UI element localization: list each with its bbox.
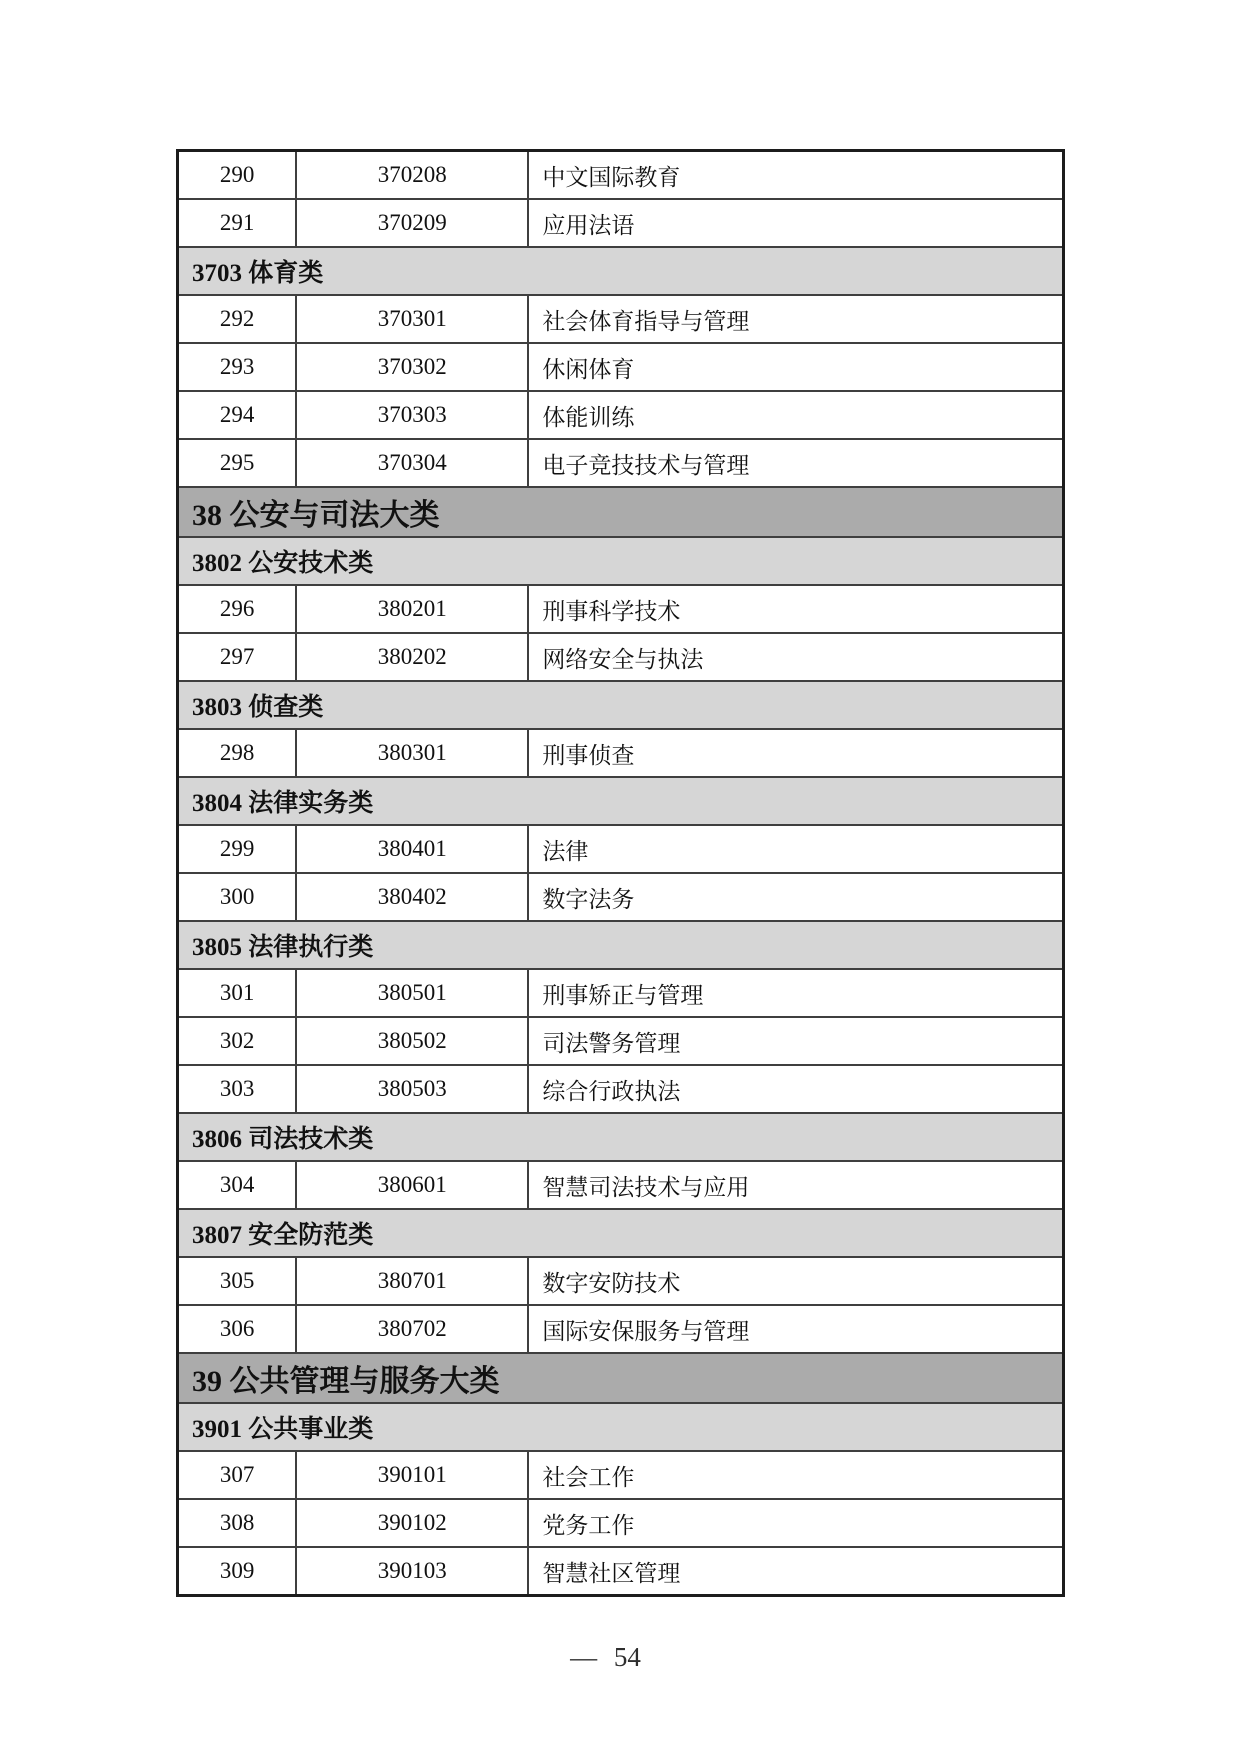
sub-category-header-row bbox=[178, 1113, 1064, 1161]
major-category-header-row bbox=[178, 1353, 1064, 1403]
row-name-cell: 休闲体育 bbox=[528, 343, 1063, 391]
row-seq-cell: 297 bbox=[178, 633, 297, 681]
table-row bbox=[178, 969, 1064, 1017]
category-header-cell: 3806 司法技术类 bbox=[178, 1113, 1064, 1161]
table-row bbox=[178, 585, 1064, 633]
row-name-cell: 电子竞技技术与管理 bbox=[528, 439, 1063, 487]
category-header-cell: 3802 公安技术类 bbox=[178, 537, 1064, 585]
row-name-cell: 综合行政执法 bbox=[528, 1065, 1063, 1113]
row-code-cell: 390102 bbox=[296, 1499, 528, 1547]
row-seq-cell: 294 bbox=[178, 391, 297, 439]
row-code-cell: 380503 bbox=[296, 1065, 528, 1113]
category-header-cell: 38 公安与司法大类 bbox=[178, 487, 1064, 537]
row-code-cell: 370302 bbox=[296, 343, 528, 391]
row-code-cell: 380201 bbox=[296, 585, 528, 633]
row-seq-cell: 307 bbox=[178, 1451, 297, 1499]
major-category-header-row bbox=[178, 487, 1064, 537]
page-number-text: — 54 bbox=[570, 1642, 641, 1672]
table-row bbox=[178, 1499, 1064, 1547]
table-row bbox=[178, 1161, 1064, 1209]
sub-category-header-row bbox=[178, 247, 1064, 295]
row-seq-cell: 303 bbox=[178, 1065, 297, 1113]
row-code-cell: 380402 bbox=[296, 873, 528, 921]
category-header-cell: 3807 安全防范类 bbox=[178, 1209, 1064, 1257]
row-name-cell: 智慧社区管理 bbox=[528, 1547, 1063, 1596]
row-code-cell: 380202 bbox=[296, 633, 528, 681]
row-name-cell: 应用法语 bbox=[528, 199, 1063, 247]
row-seq-cell: 299 bbox=[178, 825, 297, 873]
row-name-cell: 智慧司法技术与应用 bbox=[528, 1161, 1063, 1209]
category-header-cell: 3703 体育类 bbox=[178, 247, 1064, 295]
row-name-cell: 数字安防技术 bbox=[528, 1257, 1063, 1305]
category-header-cell: 3803 侦查类 bbox=[178, 681, 1064, 729]
table-row bbox=[178, 1451, 1064, 1499]
row-seq-cell: 304 bbox=[178, 1161, 297, 1209]
row-seq-cell: 291 bbox=[178, 199, 297, 247]
row-name-cell: 社会体育指导与管理 bbox=[528, 295, 1063, 343]
table-row bbox=[178, 1065, 1064, 1113]
sub-category-header-row bbox=[178, 921, 1064, 969]
row-code-cell: 380601 bbox=[296, 1161, 528, 1209]
row-code-cell: 370301 bbox=[296, 295, 528, 343]
row-seq-cell: 295 bbox=[178, 439, 297, 487]
table-row bbox=[178, 633, 1064, 681]
row-name-cell: 法律 bbox=[528, 825, 1063, 873]
table-row bbox=[178, 439, 1064, 487]
category-header-cell: 3804 法律实务类 bbox=[178, 777, 1064, 825]
table-row bbox=[178, 873, 1064, 921]
table-row bbox=[178, 151, 1064, 200]
row-code-cell: 390101 bbox=[296, 1451, 528, 1499]
row-code-cell: 390103 bbox=[296, 1547, 528, 1596]
row-seq-cell: 293 bbox=[178, 343, 297, 391]
row-seq-cell: 300 bbox=[178, 873, 297, 921]
table-row bbox=[178, 825, 1064, 873]
row-name-cell: 刑事矫正与管理 bbox=[528, 969, 1063, 1017]
category-header-cell: 3901 公共事业类 bbox=[178, 1403, 1064, 1451]
row-name-cell: 刑事科学技术 bbox=[528, 585, 1063, 633]
row-code-cell: 380401 bbox=[296, 825, 528, 873]
row-code-cell: 380501 bbox=[296, 969, 528, 1017]
category-header-cell: 39 公共管理与服务大类 bbox=[178, 1353, 1064, 1403]
table-row bbox=[178, 1257, 1064, 1305]
row-name-cell: 网络安全与执法 bbox=[528, 633, 1063, 681]
page-number bbox=[0, 1642, 1226, 1673]
row-code-cell: 370209 bbox=[296, 199, 528, 247]
row-name-cell: 数字法务 bbox=[528, 873, 1063, 921]
table-row bbox=[178, 729, 1064, 777]
sub-category-header-row bbox=[178, 1209, 1064, 1257]
sub-category-header-row bbox=[178, 1403, 1064, 1451]
row-seq-cell: 309 bbox=[178, 1547, 297, 1596]
sub-category-header-row bbox=[178, 777, 1064, 825]
row-code-cell: 380502 bbox=[296, 1017, 528, 1065]
table-row bbox=[178, 199, 1064, 247]
row-seq-cell: 298 bbox=[178, 729, 297, 777]
table-row bbox=[178, 1547, 1064, 1596]
row-code-cell: 370303 bbox=[296, 391, 528, 439]
row-seq-cell: 302 bbox=[178, 1017, 297, 1065]
row-code-cell: 370208 bbox=[296, 151, 528, 200]
row-name-cell: 司法警务管理 bbox=[528, 1017, 1063, 1065]
row-name-cell: 国际安保服务与管理 bbox=[528, 1305, 1063, 1353]
majors-code-table bbox=[176, 149, 1065, 1597]
row-seq-cell: 305 bbox=[178, 1257, 297, 1305]
row-name-cell: 体能训练 bbox=[528, 391, 1063, 439]
row-seq-cell: 306 bbox=[178, 1305, 297, 1353]
table-row bbox=[178, 295, 1064, 343]
row-name-cell: 刑事侦查 bbox=[528, 729, 1063, 777]
sub-category-header-row bbox=[178, 537, 1064, 585]
row-code-cell: 380702 bbox=[296, 1305, 528, 1353]
row-seq-cell: 290 bbox=[178, 151, 297, 200]
row-code-cell: 380701 bbox=[296, 1257, 528, 1305]
table-row bbox=[178, 1305, 1064, 1353]
row-name-cell: 党务工作 bbox=[528, 1499, 1063, 1547]
table-row bbox=[178, 343, 1064, 391]
row-name-cell: 中文国际教育 bbox=[528, 151, 1063, 200]
row-seq-cell: 296 bbox=[178, 585, 297, 633]
row-seq-cell: 301 bbox=[178, 969, 297, 1017]
sub-category-header-row bbox=[178, 681, 1064, 729]
table-row bbox=[178, 1017, 1064, 1065]
row-code-cell: 370304 bbox=[296, 439, 528, 487]
category-header-cell: 3805 法律执行类 bbox=[178, 921, 1064, 969]
row-code-cell: 380301 bbox=[296, 729, 528, 777]
row-seq-cell: 308 bbox=[178, 1499, 297, 1547]
row-seq-cell: 292 bbox=[178, 295, 297, 343]
row-name-cell: 社会工作 bbox=[528, 1451, 1063, 1499]
table-row bbox=[178, 391, 1064, 439]
